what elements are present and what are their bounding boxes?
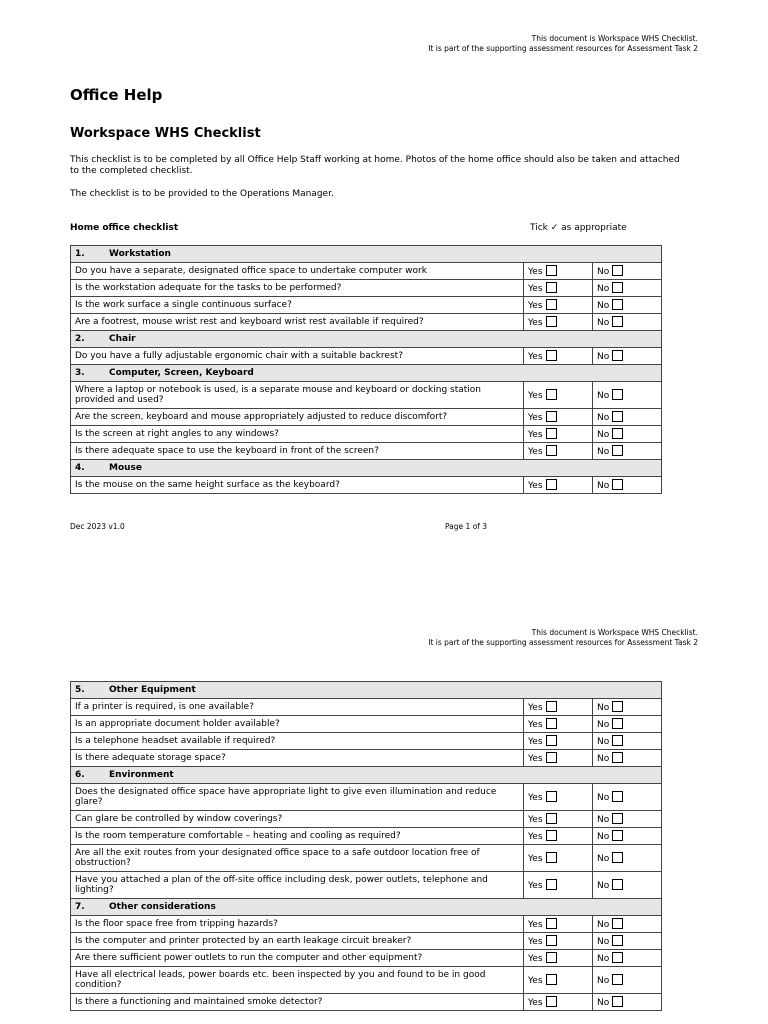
no-cell [593, 811, 662, 828]
question-text: Is an appropriate document holder available? [71, 716, 524, 733]
tick-instruction: Tick ✓ as appropriate [530, 223, 627, 233]
checklist-item-row [71, 348, 662, 365]
no-cell [593, 784, 662, 811]
section-header [71, 331, 662, 348]
no-label: No [597, 413, 610, 423]
no-label: No [597, 737, 610, 747]
no-cell [593, 443, 662, 460]
no-label: No [597, 954, 610, 964]
no-cell [593, 967, 662, 994]
yes-checkbox[interactable] [546, 701, 557, 712]
yes-cell [524, 828, 593, 845]
checklist-item-row [71, 443, 662, 460]
no-label: No [597, 430, 610, 440]
checklist-item-row [71, 967, 662, 994]
intro-paragraph: This checklist is to be completed by all Office Help Staff working at home. Photos of the home office should also be taken and attached to the completed checklist. [70, 155, 680, 176]
no-checkbox[interactable] [612, 350, 623, 361]
no-label: No [597, 301, 610, 311]
question-text: Is there a functioning and maintained smoke detector? [71, 994, 524, 1011]
yes-label: Yes [528, 854, 543, 864]
no-label: No [597, 937, 610, 947]
yes-checkbox[interactable] [546, 265, 557, 276]
question-text: Are a footrest, mouse wrist rest and keyboard wrist rest available if required? [71, 314, 524, 331]
no-cell [593, 382, 662, 409]
section-title: Computer, Screen, Keyboard [109, 368, 254, 378]
no-checkbox[interactable] [612, 752, 623, 763]
footer-page-number: Page 1 of 3 [445, 522, 488, 531]
question-text: Is the floor space free from tripping hazards? [71, 916, 524, 933]
yes-checkbox[interactable] [546, 735, 557, 746]
checklist-item-row [71, 314, 662, 331]
yes-label: Yes [528, 703, 543, 713]
no-cell [593, 994, 662, 1011]
no-checkbox[interactable] [612, 389, 623, 400]
yes-cell [524, 872, 593, 899]
no-checkbox[interactable] [612, 952, 623, 963]
yes-label: Yes [528, 737, 543, 747]
yes-label: Yes [528, 352, 543, 362]
yes-cell [524, 314, 593, 331]
section-number: 6. [75, 770, 85, 780]
no-label: No [597, 391, 610, 401]
yes-cell [524, 967, 593, 994]
section-title: Workstation [109, 249, 171, 259]
yes-cell [524, 699, 593, 716]
yes-checkbox[interactable] [546, 918, 557, 929]
section-number: 5. [75, 685, 85, 695]
checklist-item-row [71, 699, 662, 716]
question-text: Is the computer and printer protected by an earth leakage circuit breaker? [71, 933, 524, 950]
question-text: Are the screen, keyboard and mouse appropriately adjusted to reduce discomfort? [71, 409, 524, 426]
yes-checkbox[interactable] [546, 813, 557, 824]
page-header [428, 628, 698, 648]
checklist-item-row [71, 828, 662, 845]
no-cell [593, 750, 662, 767]
section-number: 2. [75, 334, 85, 344]
yes-checkbox[interactable] [546, 935, 557, 946]
no-checkbox[interactable] [612, 282, 623, 293]
checklist-item-row [71, 994, 662, 1011]
yes-checkbox[interactable] [546, 879, 557, 890]
checklist-table-page-2 [70, 681, 662, 1011]
no-cell [593, 916, 662, 933]
yes-cell [524, 348, 593, 365]
no-cell [593, 845, 662, 872]
document-title: Office Help [70, 86, 163, 104]
yes-label: Yes [528, 754, 543, 764]
yes-checkbox[interactable] [546, 479, 557, 490]
no-checkbox[interactable] [612, 813, 623, 824]
question-text: Is the work surface a single continuous surface? [71, 297, 524, 314]
yes-cell [524, 443, 593, 460]
checklist-item-row [71, 845, 662, 872]
no-cell [593, 409, 662, 426]
yes-checkbox[interactable] [546, 752, 557, 763]
checklist-item-row [71, 297, 662, 314]
no-label: No [597, 703, 610, 713]
no-checkbox[interactable] [612, 718, 623, 729]
section-title: Other Equipment [109, 685, 196, 695]
header-line-2: It is part of the supporting assessment resources for Assessment Task 2 [428, 44, 698, 53]
question-text: Are all the exit routes from your designated office space to a safe outdoor location free of obstruction? [71, 845, 524, 872]
yes-label: Yes [528, 832, 543, 842]
no-checkbox[interactable] [612, 445, 623, 456]
question-text: Do you have a separate, designated office space to undertake computer work [71, 263, 524, 280]
no-cell [593, 297, 662, 314]
no-checkbox[interactable] [612, 316, 623, 327]
checklist-table-page-1 [70, 245, 662, 494]
no-label: No [597, 267, 610, 277]
no-cell [593, 828, 662, 845]
yes-cell [524, 477, 593, 494]
yes-label: Yes [528, 301, 543, 311]
yes-label: Yes [528, 447, 543, 457]
section-header-row [71, 331, 662, 348]
section-title: Chair [109, 334, 136, 344]
yes-checkbox[interactable] [546, 974, 557, 985]
checklist-item-row [71, 784, 662, 811]
no-checkbox[interactable] [612, 852, 623, 863]
yes-checkbox[interactable] [546, 791, 557, 802]
section-number: 7. [75, 902, 85, 912]
section-title: Environment [109, 770, 174, 780]
checklist-item-row [71, 933, 662, 950]
no-cell [593, 280, 662, 297]
section-header [71, 682, 662, 699]
no-checkbox[interactable] [612, 299, 623, 310]
section-header-row [71, 365, 662, 382]
yes-cell [524, 750, 593, 767]
section-header-row [71, 682, 662, 699]
checklist-item-row [71, 477, 662, 494]
yes-label: Yes [528, 976, 543, 986]
yes-label: Yes [528, 998, 543, 1008]
question-text: Do you have a fully adjustable ergonomic chair with a suitable backrest? [71, 348, 524, 365]
checklist-heading: Home office checklist [70, 223, 179, 233]
section-header-row [71, 767, 662, 784]
yes-label: Yes [528, 318, 543, 328]
no-label: No [597, 881, 610, 891]
no-cell [593, 733, 662, 750]
yes-label: Yes [528, 793, 543, 803]
yes-checkbox[interactable] [546, 299, 557, 310]
checklist-item-row [71, 916, 662, 933]
yes-checkbox[interactable] [546, 445, 557, 456]
no-label: No [597, 815, 610, 825]
no-checkbox[interactable] [612, 791, 623, 802]
checklist-item-row [71, 263, 662, 280]
header-line-2: It is part of the supporting assessment resources for Assessment Task 2 [428, 638, 698, 647]
question-text: If a printer is required, is one available? [71, 699, 524, 716]
no-cell [593, 950, 662, 967]
question-text: Have you attached a plan of the off-site office including desk, power outlets, telephone and lighting? [71, 872, 524, 899]
section-number: 4. [75, 463, 85, 473]
footer-version: Dec 2023 v1.0 [70, 522, 125, 531]
yes-cell [524, 933, 593, 950]
checklist-item-row [71, 382, 662, 409]
no-label: No [597, 754, 610, 764]
yes-cell [524, 409, 593, 426]
yes-label: Yes [528, 413, 543, 423]
yes-cell [524, 297, 593, 314]
no-checkbox[interactable] [612, 918, 623, 929]
yes-label: Yes [528, 920, 543, 930]
section-header-row [71, 246, 662, 263]
section-title: Mouse [109, 463, 143, 473]
no-label: No [597, 976, 610, 986]
section-header [71, 365, 662, 382]
yes-label: Yes [528, 391, 543, 401]
yes-cell [524, 280, 593, 297]
yes-cell [524, 382, 593, 409]
no-cell [593, 872, 662, 899]
yes-checkbox[interactable] [546, 282, 557, 293]
section-header [71, 767, 662, 784]
checklist-item-row [71, 409, 662, 426]
no-label: No [597, 793, 610, 803]
no-label: No [597, 447, 610, 457]
yes-checkbox[interactable] [546, 718, 557, 729]
document-subtitle: Workspace WHS Checklist [70, 126, 261, 141]
question-text: Is the workstation adequate for the tasks to be performed? [71, 280, 524, 297]
no-cell [593, 263, 662, 280]
no-cell [593, 699, 662, 716]
checklist-item-row [71, 811, 662, 828]
no-checkbox[interactable] [612, 265, 623, 276]
header-line-1: This document is Workspace WHS Checklist. [531, 628, 698, 637]
no-label: No [597, 854, 610, 864]
intro-paragraph: The checklist is to be provided to the Operations Manager. [70, 189, 334, 199]
no-checkbox[interactable] [612, 830, 623, 841]
yes-cell [524, 950, 593, 967]
no-cell [593, 477, 662, 494]
yes-checkbox[interactable] [546, 830, 557, 841]
yes-label: Yes [528, 267, 543, 277]
section-header-row [71, 899, 662, 916]
checklist-item-row [71, 280, 662, 297]
question-text: Where a laptop or notebook is used, is a separate mouse and keyboard or docking station provided and used? [71, 382, 524, 409]
question-text: Is the mouse on the same height surface as the keyboard? [71, 477, 524, 494]
yes-checkbox[interactable] [546, 996, 557, 1007]
checklist-item-row [71, 750, 662, 767]
no-label: No [597, 481, 610, 491]
yes-checkbox[interactable] [546, 350, 557, 361]
checklist-item-row [71, 950, 662, 967]
no-label: No [597, 284, 610, 294]
question-text: Have all electrical leads, power boards etc. been inspected by you and found to be in good condition? [71, 967, 524, 994]
question-text: Are there sufficient power outlets to run the computer and other equipment? [71, 950, 524, 967]
question-text: Is a telephone headset available if required? [71, 733, 524, 750]
yes-cell [524, 733, 593, 750]
checklist-item-row [71, 716, 662, 733]
section-header-row [71, 460, 662, 477]
checklist-item-row [71, 872, 662, 899]
yes-label: Yes [528, 815, 543, 825]
question-text: Does the designated office space have appropriate light to give even illumination and reduce glare? [71, 784, 524, 811]
no-label: No [597, 998, 610, 1008]
yes-label: Yes [528, 954, 543, 964]
section-header [71, 460, 662, 477]
question-text: Can glare be controlled by window coverings? [71, 811, 524, 828]
no-cell [593, 314, 662, 331]
no-cell [593, 348, 662, 365]
no-checkbox[interactable] [612, 996, 623, 1007]
yes-cell [524, 784, 593, 811]
header-line-1: This document is Workspace WHS Checklist. [531, 34, 698, 43]
question-text: Is the screen at right angles to any windows? [71, 426, 524, 443]
yes-cell [524, 994, 593, 1011]
yes-checkbox[interactable] [546, 852, 557, 863]
yes-checkbox[interactable] [546, 411, 557, 422]
no-label: No [597, 832, 610, 842]
no-label: No [597, 352, 610, 362]
section-header [71, 899, 662, 916]
no-checkbox[interactable] [612, 479, 623, 490]
question-text: Is there adequate storage space? [71, 750, 524, 767]
question-text: Is the room temperature comfortable – heating and cooling as required? [71, 828, 524, 845]
section-number: 1. [75, 249, 85, 259]
yes-cell [524, 811, 593, 828]
yes-cell [524, 916, 593, 933]
yes-label: Yes [528, 937, 543, 947]
question-text: Is there adequate space to use the keyboard in front of the screen? [71, 443, 524, 460]
no-checkbox[interactable] [612, 935, 623, 946]
section-header [71, 246, 662, 263]
no-checkbox[interactable] [612, 411, 623, 422]
no-cell [593, 716, 662, 733]
yes-checkbox[interactable] [546, 428, 557, 439]
no-label: No [597, 318, 610, 328]
yes-checkbox[interactable] [546, 952, 557, 963]
yes-cell [524, 263, 593, 280]
no-label: No [597, 920, 610, 930]
no-checkbox[interactable] [612, 701, 623, 712]
no-checkbox[interactable] [612, 974, 623, 985]
yes-cell [524, 845, 593, 872]
yes-checkbox[interactable] [546, 389, 557, 400]
yes-label: Yes [528, 284, 543, 294]
yes-cell [524, 716, 593, 733]
yes-label: Yes [528, 481, 543, 491]
yes-checkbox[interactable] [546, 316, 557, 327]
checklist-item-row [71, 426, 662, 443]
yes-cell [524, 426, 593, 443]
page-header [428, 34, 698, 54]
no-cell [593, 933, 662, 950]
no-checkbox[interactable] [612, 735, 623, 746]
section-title: Other considerations [109, 902, 216, 912]
yes-label: Yes [528, 430, 543, 440]
yes-label: Yes [528, 720, 543, 730]
checklist-item-row [71, 733, 662, 750]
no-label: No [597, 720, 610, 730]
no-cell [593, 426, 662, 443]
no-checkbox[interactable] [612, 879, 623, 890]
no-checkbox[interactable] [612, 428, 623, 439]
yes-label: Yes [528, 881, 543, 891]
section-number: 3. [75, 368, 85, 378]
